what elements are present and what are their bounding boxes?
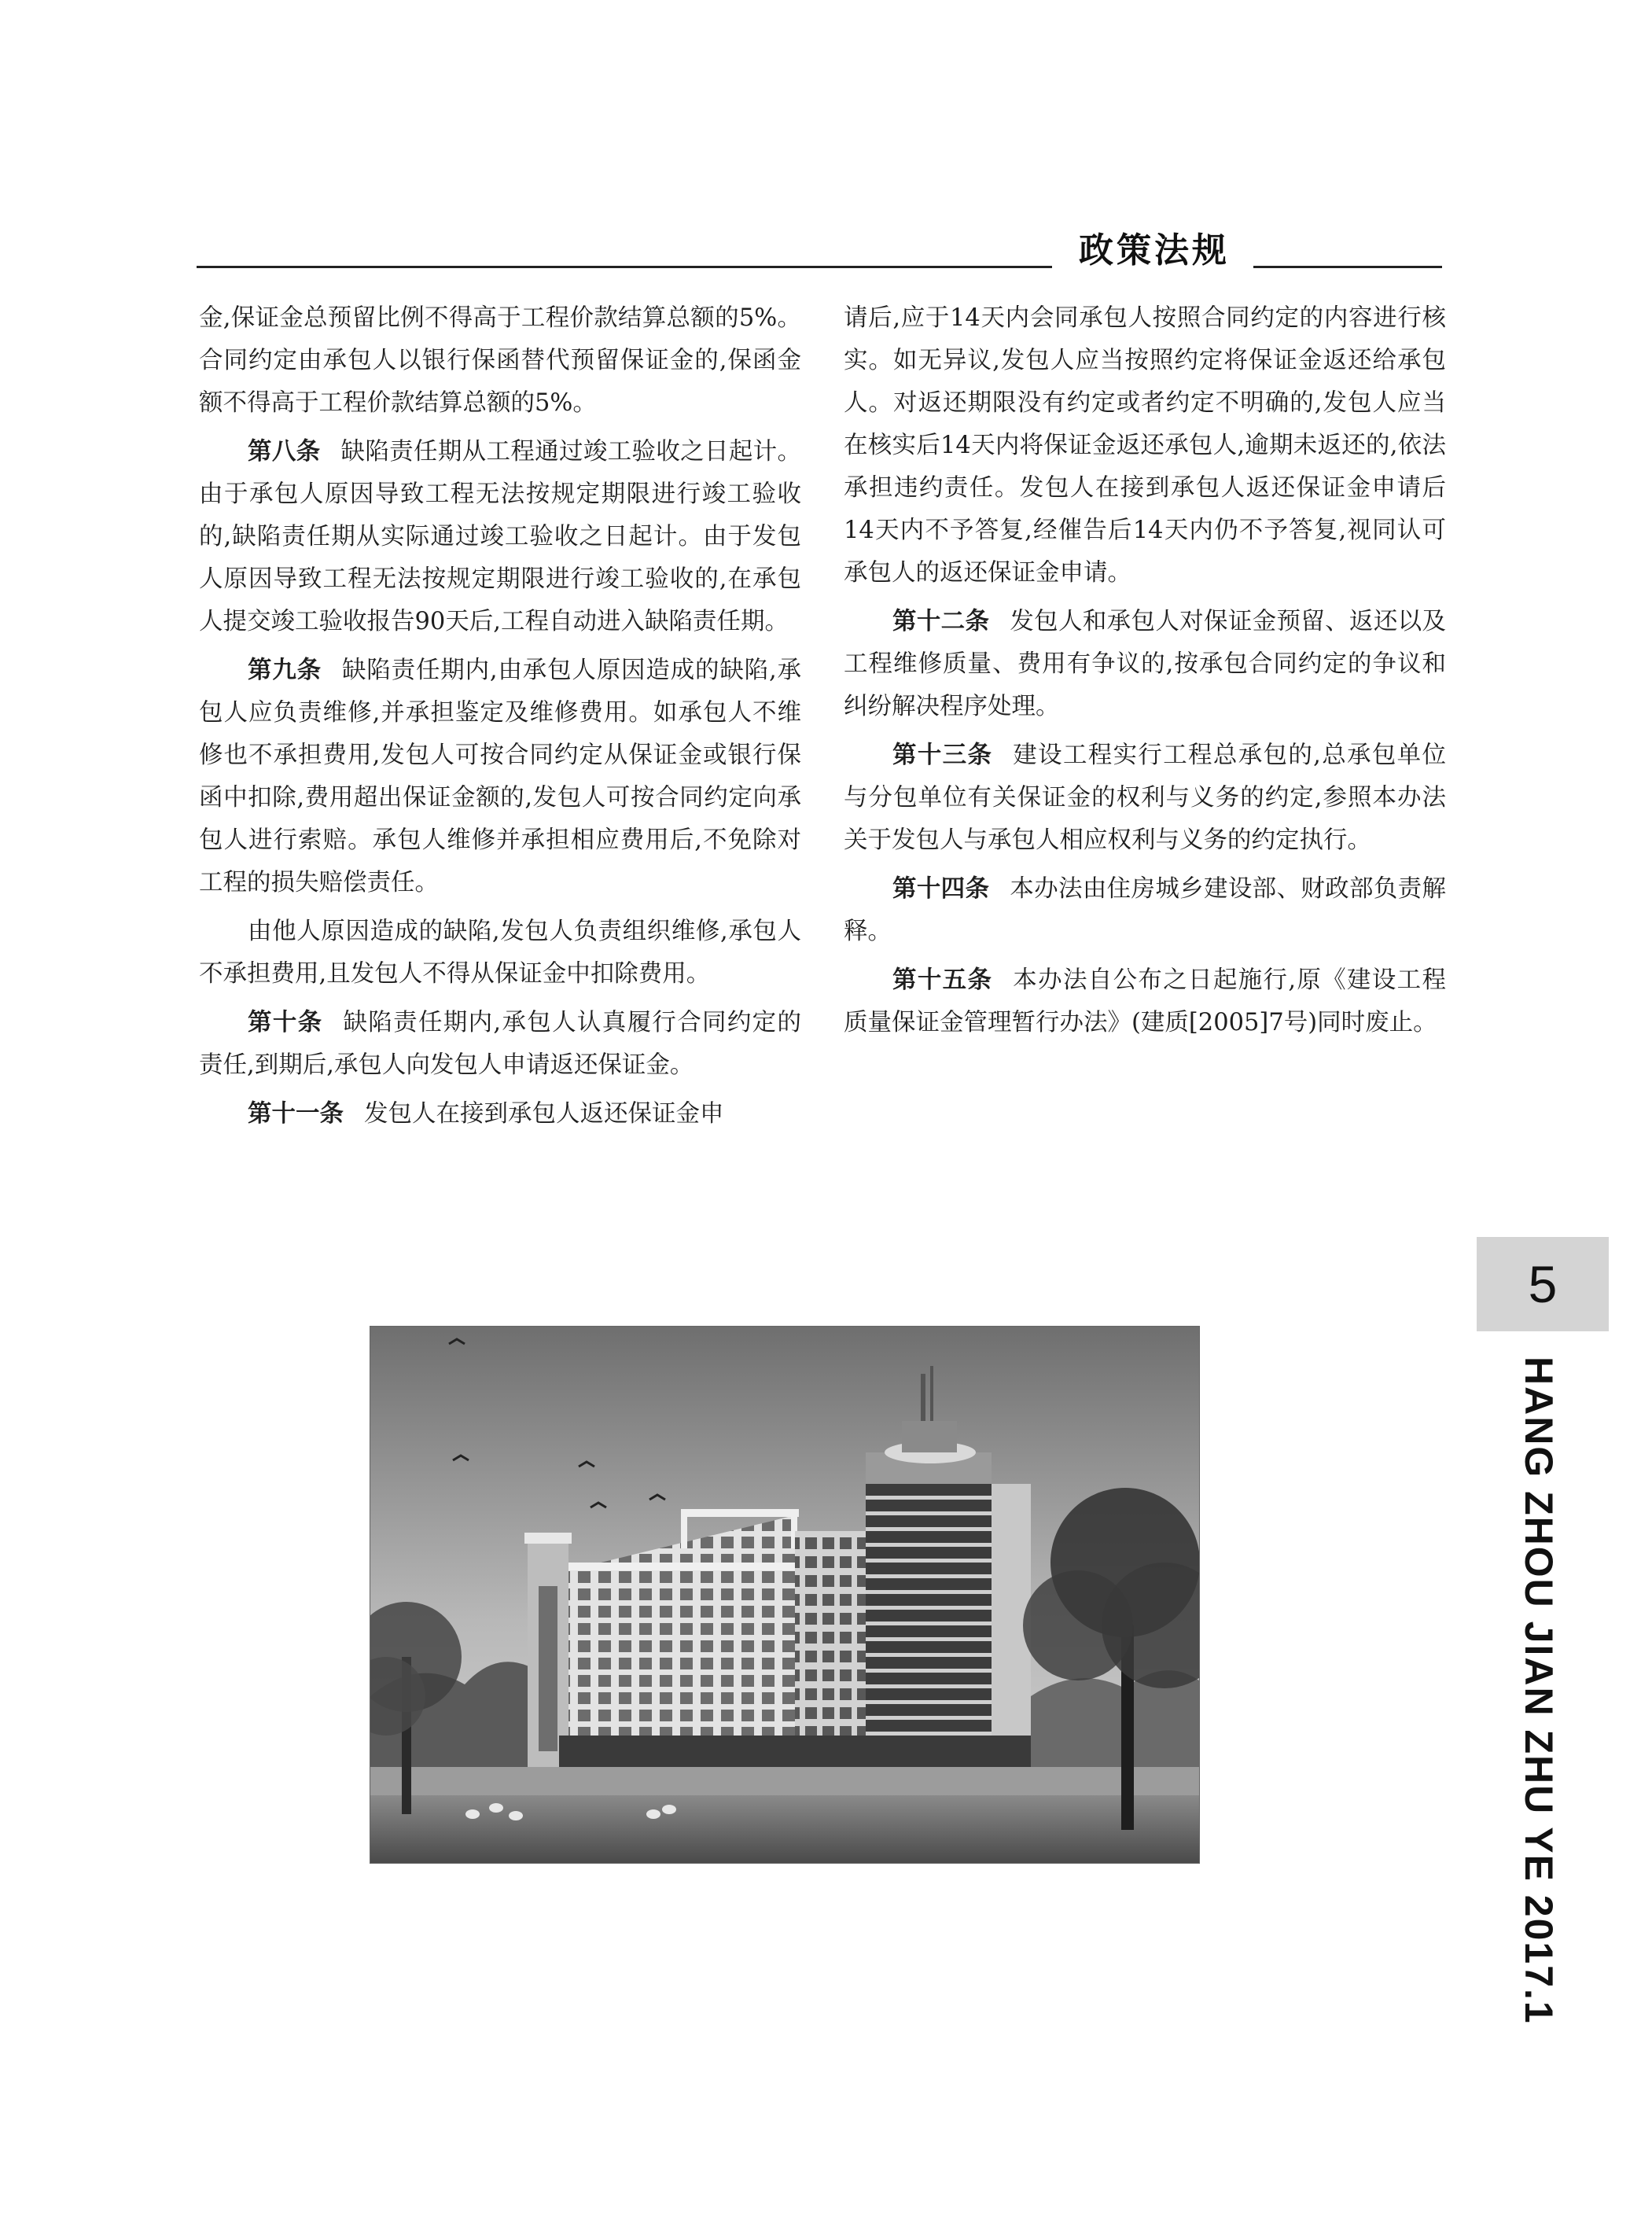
- paragraph: [844, 297, 1446, 594]
- article-number: 第十五条: [892, 966, 993, 994]
- right-column: [844, 297, 1446, 1051]
- paragraph: [844, 959, 1446, 1044]
- page-number-tab: [1477, 1237, 1609, 1331]
- paragraph-text: 本办法由住房城乡建设部、财政部负责解释。: [844, 875, 1447, 945]
- paragraph: [199, 650, 801, 904]
- article-number: 第八条: [248, 438, 321, 466]
- journal-name: HANG ZHOU JIAN ZHU YE 2017.1: [1517, 1356, 1561, 2025]
- paragraph-text: 由他人原因造成的缺陷,发包人负责组织维修,承包人不承担费用,且发包人不得从保证金中扣除费用。: [199, 918, 801, 988]
- paragraph-text: 金,保证金总预留比例不得高于工程价款结算总额的5%。合同约定由承包人以银行保函替代预留保证金的,保函金额不得高于工程价款结算总额的5%。: [199, 304, 801, 417]
- paragraph-text: 建设工程实行工程总承包的,总承包单位与分包单位有关保证金的权利与义务的约定,参照本办法关于发包人与承包人相应权利与义务的约定执行。: [844, 742, 1446, 854]
- paragraph-text: 缺陷责任期内,承包人认真履行合同约定的责任,到期后,承包人向发包人申请返还保证金。: [199, 1009, 802, 1079]
- header-rule-right: [1253, 266, 1442, 268]
- article-number: 第十二条: [892, 608, 990, 635]
- paragraph: [844, 734, 1446, 862]
- article-number: 第九条: [248, 657, 322, 684]
- paragraph-text: 发包人在接到承包人返还保证金申: [364, 1100, 724, 1128]
- article-number: 第十四条: [892, 875, 990, 903]
- article-number: 第十三条: [892, 742, 993, 769]
- page-number: 5: [1528, 1255, 1558, 1313]
- paragraph: [199, 297, 801, 425]
- header-rule-left: [197, 266, 1052, 268]
- paragraph-text: 缺陷责任期从工程通过竣工验收之日起计。由于承包人原因导致工程无法按规定期限进行竣工验收的,缺陷责任期从实际通过竣工验收之日起计。由于发包人原因导致工程无法按规定期限进行竣工验收的,在承包人提交竣工验收报告90天后,工程自动进入缺陷责任期。: [199, 438, 801, 635]
- paragraph-text: 请后,应于14天内会同承包人按照合同约定的内容进行核实。如无异议,发包人应当按照约定将保证金返还给承包人。对返还期限没有约定或者约定不明确的,发包人应当在核实后14天内将保证金返还承包人,逾期未返还的,依法承担违约责任。发包人在接到承包人返还保证金申请后14天内不予答复,经催告后14天内仍不予答复,视同认可承包人的返还保证金申请。: [844, 304, 1446, 587]
- section-title: 政策法规: [1079, 230, 1230, 271]
- paragraph: [199, 911, 801, 996]
- article-number: 第十一条: [248, 1100, 344, 1128]
- paragraph-text: 缺陷责任期内,由承包人原因造成的缺陷,承包人应负责维修,并承担鉴定及维修费用。如承包人不维修也不承担费用,发包人可按合同约定从保证金或银行保函中扣除,费用超出保证金额的,发包人可按合同约定向承包人进行索赔。承包人维修并承担相应费用后,不免除对工程的损失赔偿责任。: [199, 657, 802, 896]
- building-photo: [370, 1326, 1200, 1864]
- left-column: [199, 297, 801, 1142]
- paragraph: [199, 431, 801, 643]
- paragraph: [844, 601, 1446, 728]
- article-number: 第十条: [248, 1009, 323, 1036]
- paragraph-text: 发包人和承包人对保证金预留、返还以及工程维修质量、费用有争议的,按承包合同约定的争议和纠纷解决程序处理。: [844, 608, 1447, 720]
- paragraph-text: 本办法自公布之日起施行,原《建设工程质量保证金管理暂行办法》(建质[2005]7号)同时废止。: [844, 966, 1446, 1036]
- paragraph: [199, 1002, 801, 1087]
- paragraph: [844, 868, 1446, 953]
- paragraph: [199, 1093, 801, 1136]
